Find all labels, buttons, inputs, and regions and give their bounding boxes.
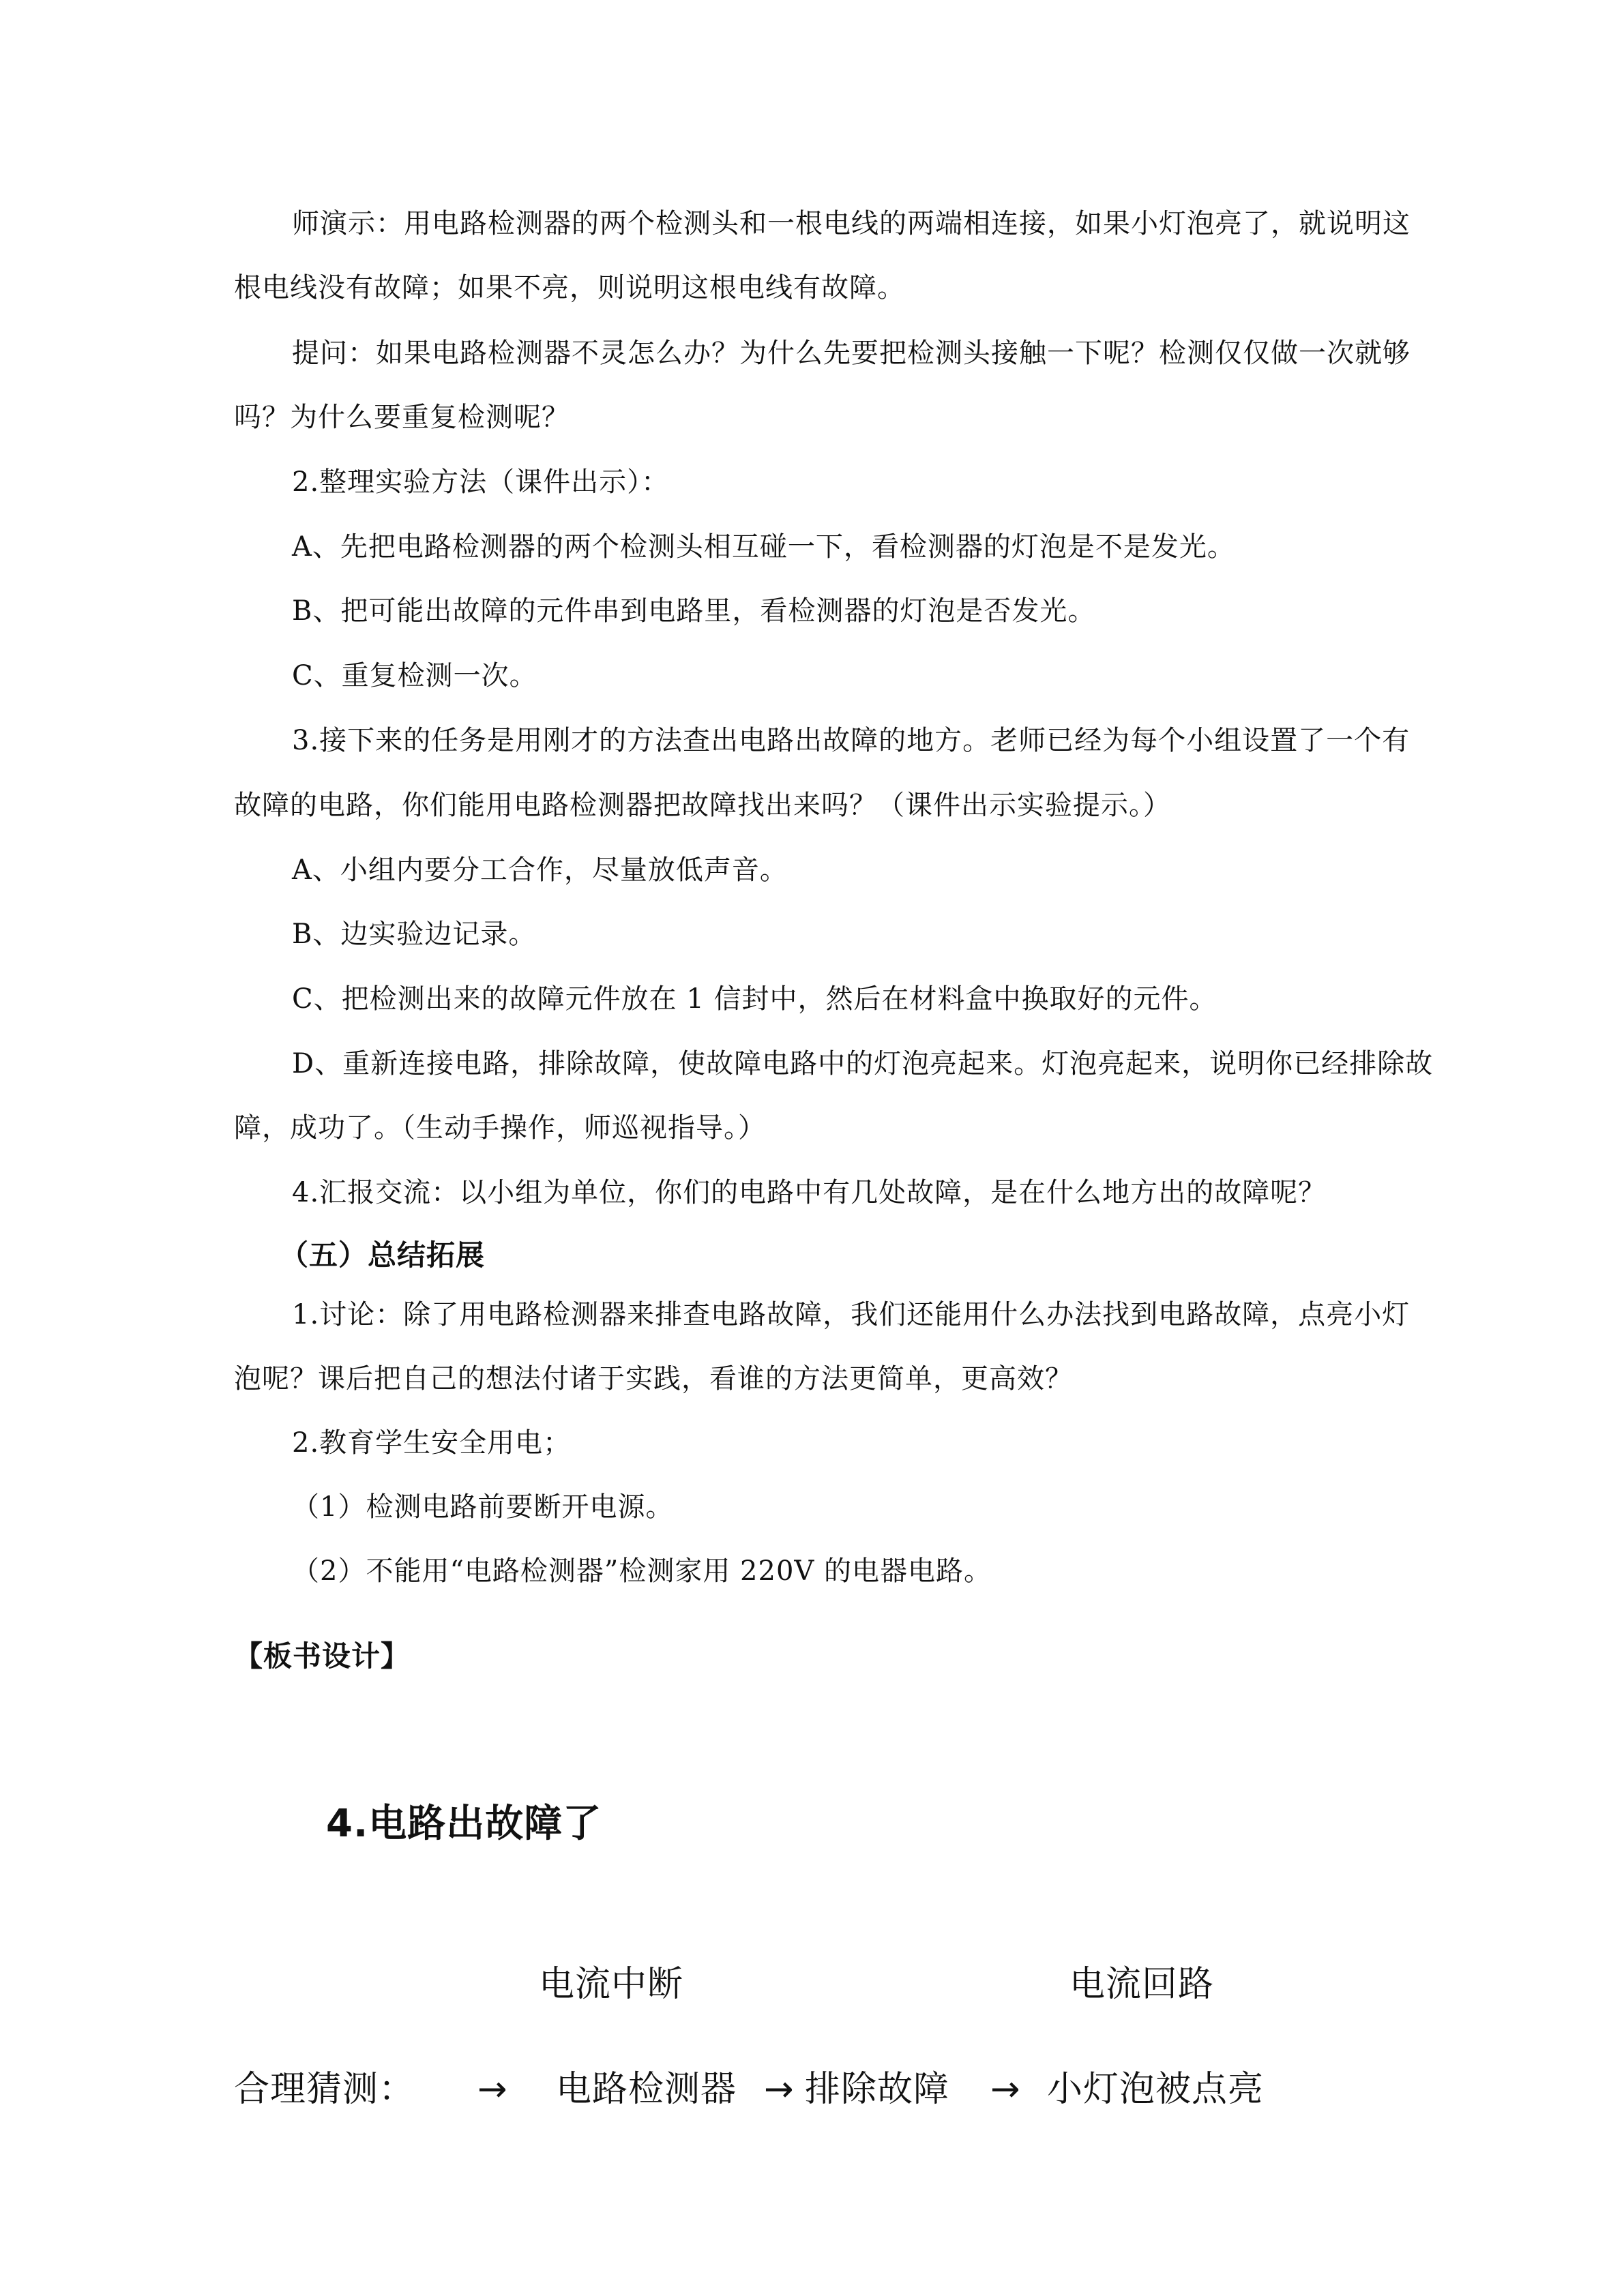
- paragraph-line: 根电线没有故障；如果不亮，则说明这根电线有故障。: [234, 272, 905, 303]
- paragraph-line: C、把检测出来的故障元件放在 1 信封中，然后在材料盒中换取好的元件。: [292, 983, 1217, 1015]
- paragraph-line: A、小组内要分工合作，尽量放低声音。: [292, 854, 788, 886]
- paragraph-line: 2.整理实验方法（课件出示）：: [292, 466, 670, 498]
- paragraph-line: B、把可能出故障的元件串到电路里，看检测器的灯泡是否发光。: [292, 595, 1096, 627]
- paragraph-line: 2.教育学生安全用电；: [292, 1427, 572, 1459]
- paragraph-line: 障，成功了。（生动手操作，师巡视指导。）: [234, 1112, 766, 1144]
- board-label-current-loop: 电流回路: [1069, 1964, 1215, 2005]
- flow-end: 小灯泡被点亮: [1047, 2069, 1265, 2110]
- flow-arrow-icon: →: [477, 2069, 508, 2110]
- paragraph-line: 泡呢？课后把自己的想法付诸于实践，看谁的方法更简单，更高效？: [234, 1363, 1073, 1395]
- board-design-heading: 【板书设计】: [234, 1639, 411, 1673]
- paragraph-line: B、边实验边记录。: [292, 919, 537, 950]
- paragraph-line: （2）不能用“电路检测器”检测家用 220V 的电器电路。: [292, 1555, 992, 1587]
- paragraph-line: A、先把电路检测器的两个检测头相互碰一下，看检测器的灯泡是不是发光。: [292, 531, 1235, 563]
- section-heading: （五）总结拓展: [280, 1238, 486, 1272]
- paragraph-line: 1.讨论：除了用电路检测器来排查电路故障，我们还能用什么办法找到电路故障，点亮小灯: [292, 1299, 1411, 1330]
- paragraph-line: 提问：如果电路检测器不灵怎么办？为什么先要把检测头接触一下呢？检测仅仅做一次就够: [292, 338, 1411, 369]
- paragraph-line: D、重新连接电路，排除故障，使故障电路中的灯泡亮起来。灯泡亮起来，说明你已经排除故: [292, 1048, 1434, 1079]
- flow-fix: 排除故障: [805, 2069, 950, 2110]
- paragraph-line: 3.接下来的任务是用刚才的方法查出电路出故障的地方。老师已经为每个小组设置了一个有: [292, 725, 1411, 756]
- paragraph-line: 故障的电路，你们能用电路检测器把故障找出来吗？（课件出示实验提示。）: [234, 790, 1171, 821]
- paragraph-line: （1）检测电路前要断开电源。: [292, 1491, 674, 1523]
- flow-detector: 电路检测器: [556, 2069, 737, 2110]
- paragraph-line: 吗？为什么要重复检测呢？: [234, 402, 570, 433]
- flow-arrow-icon: →: [764, 2069, 795, 2110]
- paragraph-line: C、重复检测一次。: [292, 660, 537, 691]
- paragraph-line: 师演示：用电路检测器的两个检测头和一根电线的两端相连接，如果小灯泡亮了，就说明这: [292, 208, 1411, 239]
- board-title: 4.电路出故障了: [326, 1802, 602, 1846]
- board-label-current-break: 电流中断: [539, 1964, 684, 2005]
- flow-arrow-icon: →: [990, 2069, 1021, 2110]
- flow-start: 合理猜测：: [234, 2069, 415, 2110]
- paragraph-line: 4.汇报交流：以小组为单位，你们的电路中有几处故障，是在什么地方出的故障呢？: [292, 1177, 1327, 1208]
